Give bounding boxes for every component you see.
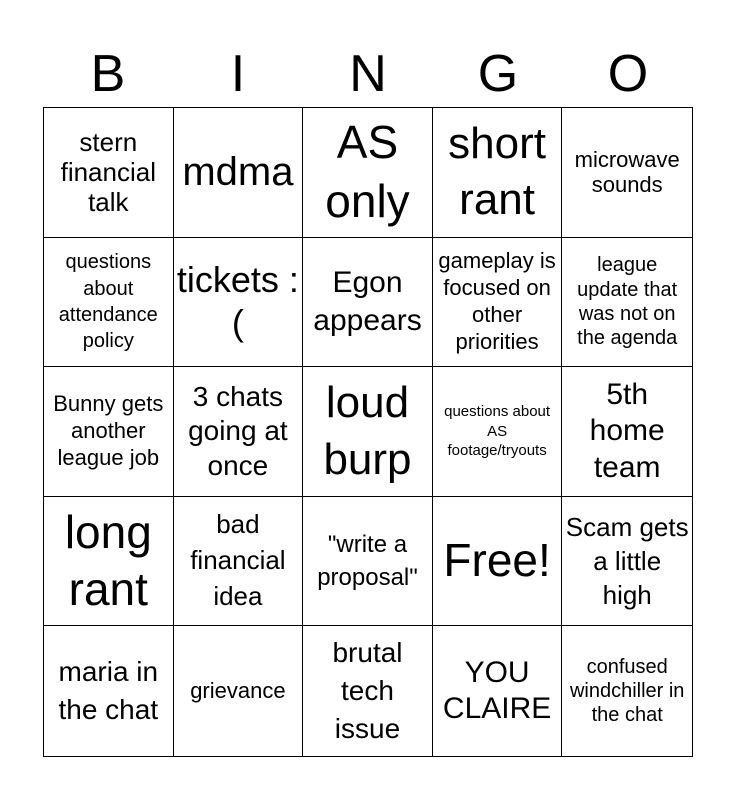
cell-text: AS only bbox=[325, 116, 410, 228]
bingo-cell[interactable] bbox=[433, 238, 563, 368]
bingo-cell[interactable] bbox=[303, 497, 433, 627]
bingo-cell[interactable] bbox=[433, 108, 563, 238]
cell-text: maria in the chat bbox=[58, 656, 159, 726]
header-letter-i: I bbox=[230, 45, 246, 103]
bingo-cell[interactable] bbox=[44, 238, 174, 368]
cell-text: stern financial talk bbox=[60, 127, 156, 218]
bingo-cell[interactable] bbox=[562, 626, 692, 756]
bingo-cell[interactable] bbox=[174, 626, 304, 756]
bingo-cell[interactable] bbox=[174, 238, 304, 368]
header-letter-o: O bbox=[607, 45, 649, 103]
cell-text: 5th home team bbox=[589, 377, 665, 484]
cell-text: 3 chats going at once bbox=[188, 381, 288, 481]
cell-text: Scam gets a little high bbox=[565, 511, 689, 611]
cell-text: loud burp bbox=[323, 378, 412, 485]
bingo-cell[interactable] bbox=[303, 626, 433, 756]
cell-text: confused windchiller in the chat bbox=[569, 655, 685, 727]
cell-text: mdma bbox=[182, 150, 294, 195]
bingo-cell[interactable] bbox=[562, 367, 692, 497]
bingo-cell[interactable] bbox=[303, 108, 433, 238]
bingo-header bbox=[43, 45, 693, 107]
free-space-text: Free! bbox=[443, 534, 551, 587]
cell-text: Bunny gets another league job bbox=[53, 391, 164, 470]
bingo-cell[interactable] bbox=[44, 367, 174, 497]
cell-text: gameplay is focused on other priorities bbox=[438, 248, 556, 354]
cell-text: Egon appears bbox=[313, 266, 422, 337]
bingo-cell[interactable] bbox=[174, 108, 304, 238]
bingo-cell[interactable] bbox=[303, 367, 433, 497]
bingo-board bbox=[43, 107, 693, 757]
bingo-cell[interactable] bbox=[44, 108, 174, 238]
cell-text: bad financial idea bbox=[190, 509, 286, 612]
cell-text: grievance bbox=[190, 678, 286, 704]
header-letter-b: B bbox=[90, 45, 126, 103]
cell-text: tickets :( bbox=[176, 259, 299, 343]
bingo-cell[interactable] bbox=[433, 367, 563, 497]
header-letter-g: G bbox=[477, 45, 519, 103]
bingo-cell[interactable] bbox=[44, 626, 174, 756]
free-space-cell[interactable] bbox=[433, 497, 563, 627]
bingo-cell[interactable] bbox=[433, 626, 563, 756]
header-letter-n: N bbox=[349, 45, 387, 103]
cell-text: league update that was not on the agenda bbox=[577, 254, 678, 350]
bingo-cell[interactable] bbox=[562, 497, 692, 627]
cell-text: long rant bbox=[64, 505, 152, 616]
bingo-cell[interactable] bbox=[303, 238, 433, 368]
cell-text: questions about attendance policy bbox=[58, 251, 158, 353]
bingo-cell[interactable] bbox=[44, 497, 174, 627]
bingo-cell[interactable] bbox=[562, 238, 692, 368]
cell-text: brutal tech issue bbox=[332, 637, 403, 745]
bingo-cell[interactable] bbox=[174, 497, 304, 627]
cell-text: microwave sounds bbox=[574, 146, 680, 198]
bingo-cell[interactable] bbox=[174, 367, 304, 497]
cell-text: "write a proposal" bbox=[317, 530, 418, 592]
cell-text: short rant bbox=[448, 118, 546, 225]
cell-text: questions about AS footage/tryouts bbox=[444, 402, 551, 460]
bingo-cell[interactable] bbox=[562, 108, 692, 238]
cell-text: YOU CLAIRE bbox=[442, 655, 552, 726]
